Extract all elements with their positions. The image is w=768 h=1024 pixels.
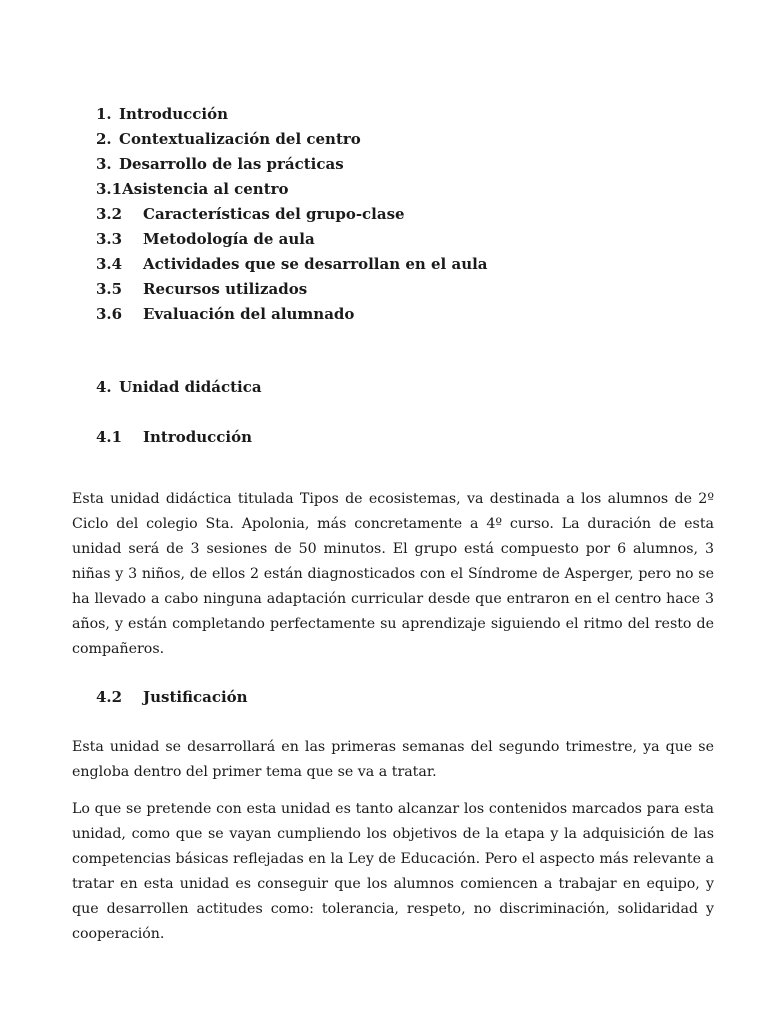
- introduccion-paragraph: Esta unidad didáctica titulada Tipos de ecosistemas, va destinada a los alumnos de 2º Ciclo del colegio Sta. Apolonia, más concretamente a 4º curso. La duración de esta unidad será de 3 sesiones de 50 minutos. El grupo está compuesto por 6 alumnos, 3 niñas y 3 niños, de ellos 2 están diagnosticados con el Síndrome de Asperger, pero no se ha llevado a cabo ninguna adaptación curricular desde que entraron en el centro hace 3 años, y están completando perfectamente su aprendizaje siguiendo el ritmo del resto de compañeros.: [72, 491, 714, 657]
- toc-item-label: Introducción: [119, 105, 229, 123]
- toc-item-label: Metodología de aula: [143, 230, 315, 248]
- toc-item-number: 3.5: [96, 280, 123, 298]
- toc-item-number: 3.3: [96, 230, 123, 248]
- toc-item-number: 3.2: [96, 205, 123, 223]
- justificacion-paragraph-1: Esta unidad se desarrollará en las primeras semanas del segundo trimestre, ya que se engloba dentro del primer tema que se va a tratar.: [72, 739, 714, 780]
- toc-item-number: 3.: [96, 155, 112, 173]
- toc-item: [96, 177, 656, 202]
- toc-item: [96, 227, 656, 252]
- toc-item: [96, 252, 656, 277]
- toc-item-number: 2.: [96, 130, 112, 148]
- toc-item: [96, 277, 656, 302]
- justificacion-paragraph-2: Lo que se pretende con esta unidad es tanto alcanzar los contenidos marcados para esta unidad, como que se vayan cumpliendo los objetivos de la etapa y la adquisición de las competencias básicas reflejadas en la Ley de Educación. Pero el aspecto más relevante a tratar en esta unidad es conseguir que los alumnos comiencen a trabajar en equipo, y que desarrollen actitudes como: tolerancia, respeto, no discriminación, solidaridad y cooperación.: [72, 801, 714, 942]
- toc-item: [96, 152, 656, 177]
- section-number: 4.1: [96, 428, 123, 446]
- toc-item-label: Recursos utilizados: [143, 280, 308, 298]
- toc-item-number: 3.4: [96, 255, 123, 273]
- toc-item-number: 3.1: [96, 180, 123, 198]
- section-heading-introduccion: [96, 425, 252, 450]
- toc-item-label: Asistencia al centro: [122, 180, 289, 198]
- toc-item-label: Características del grupo-clase: [143, 205, 405, 223]
- toc-item-label: Contextualización del centro: [119, 130, 361, 148]
- section-number: 4.: [96, 378, 112, 396]
- toc-item-label: Evaluación del alumnado: [143, 305, 355, 323]
- section-title: Justificación: [143, 688, 248, 706]
- section-title: Unidad didáctica: [119, 378, 262, 396]
- section-heading-justificacion: [96, 685, 248, 710]
- toc-item-number: 1.: [96, 105, 112, 123]
- toc-item: [96, 302, 656, 327]
- toc-item-label: Actividades que se desarrollan en el aula: [143, 255, 488, 273]
- section-title: Introducción: [143, 428, 253, 446]
- toc-item-label: Desarrollo de las prácticas: [119, 155, 344, 173]
- toc-item-number: 3.6: [96, 305, 123, 323]
- section-number: 4.2: [96, 688, 123, 706]
- table-of-contents: [96, 102, 656, 327]
- toc-item: [96, 102, 656, 127]
- section-heading-unidad-didactica: [96, 375, 262, 400]
- toc-item: [96, 202, 656, 227]
- toc-item: [96, 127, 656, 152]
